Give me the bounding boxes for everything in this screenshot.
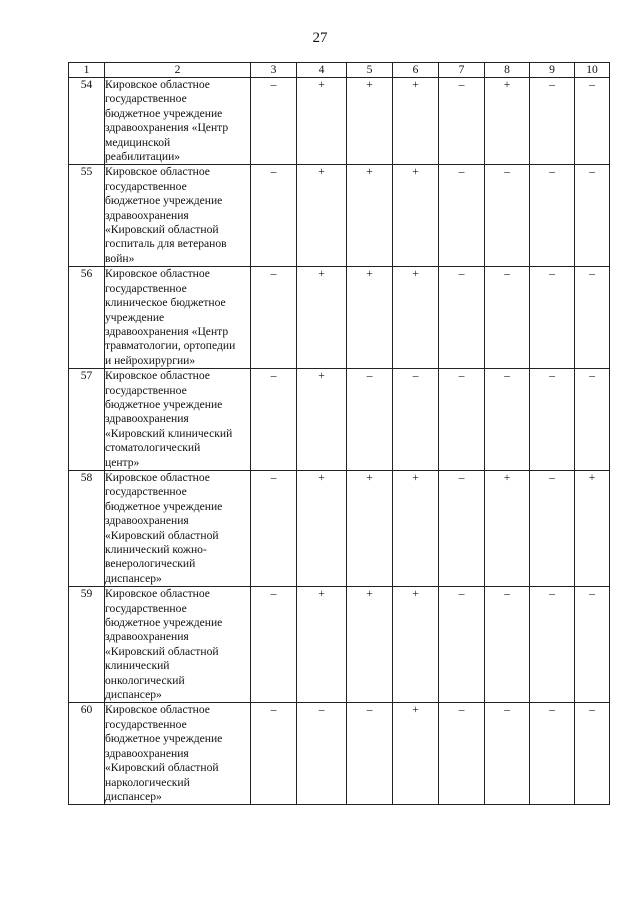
column-header: 3 (251, 63, 297, 78)
organization-name-line: «Кировский клинический (105, 426, 233, 440)
organization-name (105, 703, 251, 805)
mark-cell: – (251, 703, 297, 805)
mark-cell: – (439, 78, 485, 165)
mark-cell: – (439, 165, 485, 267)
mark-cell: + (393, 703, 439, 805)
mark-cell: – (251, 78, 297, 165)
organization-name-line: «Кировский областной (105, 528, 219, 542)
organization-name-line: медицинской (105, 135, 171, 149)
column-header: 4 (297, 63, 347, 78)
organization-name-line: диспансер» (105, 571, 162, 585)
table-row (69, 703, 610, 805)
table-row (69, 470, 610, 586)
organization-name-line: государственное (105, 179, 187, 193)
mark-cell: – (575, 587, 610, 703)
mark-cell: – (347, 369, 393, 471)
organization-name-line: наркологический (105, 775, 190, 789)
mark-cell: + (393, 165, 439, 267)
table-body (69, 78, 610, 805)
organization-name (105, 470, 251, 586)
organization-name-line: «Кировский областной (105, 761, 219, 775)
mark-cell: – (530, 369, 575, 471)
mark-cell: – (530, 267, 575, 369)
mark-cell: + (393, 470, 439, 586)
mark-cell: – (530, 703, 575, 805)
row-number: 55 (69, 165, 105, 267)
column-header: 5 (347, 63, 393, 78)
organization-name-line: здравоохранения (105, 746, 189, 760)
mark-cell: + (297, 78, 347, 165)
organization-name-line: центр» (105, 455, 140, 469)
column-header: 8 (485, 63, 530, 78)
mark-cell: + (347, 470, 393, 586)
mark-cell: – (530, 165, 575, 267)
mark-cell: – (485, 165, 530, 267)
organization-name (105, 369, 251, 471)
organization-name-line: клинический (105, 659, 170, 673)
mark-cell: + (347, 267, 393, 369)
mark-cell: – (439, 267, 485, 369)
organization-name-line: бюджетное учреждение (105, 106, 223, 120)
organization-name-line: «Кировский областной (105, 223, 219, 237)
table-row (69, 78, 610, 165)
mark-cell: – (575, 369, 610, 471)
header-row (69, 63, 610, 78)
organization-name-line: Кировское областное (105, 587, 210, 601)
mark-cell: – (251, 587, 297, 703)
mark-cell: + (393, 267, 439, 369)
mark-cell: – (530, 78, 575, 165)
organization-name-line: здравоохранения (105, 208, 189, 222)
mark-cell: – (251, 369, 297, 471)
organization-name-line: здравоохранения (105, 412, 189, 426)
organization-name-line: здравоохранения (105, 630, 189, 644)
organization-name-line: диспансер» (105, 789, 162, 803)
organization-name-line: государственное (105, 92, 187, 106)
organization-name-line: государственное (105, 601, 187, 615)
organization-name-line: бюджетное учреждение (105, 732, 223, 746)
table-row (69, 267, 610, 369)
column-header: 7 (439, 63, 485, 78)
organization-name-line: бюджетное учреждение (105, 194, 223, 208)
mark-cell: + (297, 369, 347, 471)
column-header: 2 (105, 63, 251, 78)
organization-name-line: войн» (105, 251, 135, 265)
column-header: 1 (69, 63, 105, 78)
mark-cell: + (575, 470, 610, 586)
mark-cell: – (530, 470, 575, 586)
organization-name-line: Кировское областное (105, 267, 210, 281)
mark-cell: – (297, 703, 347, 805)
mark-cell: – (251, 470, 297, 586)
organization-name-line: венерологический (105, 557, 196, 571)
organization-name-line: Кировское областное (105, 165, 210, 179)
mark-cell: + (485, 78, 530, 165)
organization-name-line: Кировское областное (105, 470, 210, 484)
organization-name-line: «Кировский областной (105, 644, 219, 658)
organization-name (105, 78, 251, 165)
mark-cell: – (485, 703, 530, 805)
row-number: 59 (69, 587, 105, 703)
row-number: 60 (69, 703, 105, 805)
organization-name (105, 587, 251, 703)
organization-name-line: стоматологический (105, 441, 201, 455)
organization-name-line: и нейрохирургии» (105, 353, 196, 367)
organization-name-line: учреждение (105, 310, 165, 324)
organization-name-line: бюджетное учреждение (105, 397, 223, 411)
page-number: 27 (312, 30, 328, 46)
mark-cell: + (297, 470, 347, 586)
column-header: 9 (530, 63, 575, 78)
organization-name-line: бюджетное учреждение (105, 616, 223, 630)
mark-cell: – (575, 703, 610, 805)
mark-cell: + (347, 78, 393, 165)
row-number: 58 (69, 470, 105, 586)
mark-cell: – (575, 165, 610, 267)
mark-cell: + (347, 587, 393, 703)
mark-cell: – (439, 369, 485, 471)
mark-cell: + (485, 470, 530, 586)
organizations-table (68, 62, 610, 805)
mark-cell: – (485, 587, 530, 703)
organization-name-line: диспансер» (105, 688, 162, 702)
organization-name-line: государственное (105, 485, 187, 499)
mark-cell: + (297, 267, 347, 369)
mark-cell: + (347, 165, 393, 267)
organization-name-line: государственное (105, 383, 187, 397)
mark-cell: – (439, 470, 485, 586)
organization-name-line: клиническое бюджетное (105, 296, 226, 310)
organization-name-line: Кировское областное (105, 369, 210, 383)
mark-cell: + (393, 587, 439, 703)
organization-name (105, 267, 251, 369)
table-row (69, 587, 610, 703)
mark-cell: – (575, 267, 610, 369)
organization-name-line: государственное (105, 717, 187, 731)
row-number: 56 (69, 267, 105, 369)
organization-name-line: Кировское областное (105, 703, 210, 717)
organization-name-line: государственное (105, 281, 187, 295)
column-header: 6 (393, 63, 439, 78)
row-number: 54 (69, 78, 105, 165)
table-row (69, 165, 610, 267)
mark-cell: – (485, 369, 530, 471)
mark-cell: – (251, 165, 297, 267)
row-number: 57 (69, 369, 105, 471)
organization-name-line: реабилитации» (105, 150, 181, 164)
organization-name-line: здравоохранения «Центр (105, 121, 229, 135)
mark-cell: – (439, 587, 485, 703)
mark-cell: – (530, 587, 575, 703)
column-header: 10 (575, 63, 610, 78)
mark-cell: + (297, 587, 347, 703)
organization-name-line: здравоохранения «Центр (105, 324, 229, 338)
mark-cell: + (297, 165, 347, 267)
table-row (69, 369, 610, 471)
mark-cell: – (439, 703, 485, 805)
mark-cell: – (393, 369, 439, 471)
mark-cell: – (485, 267, 530, 369)
organization-name-line: здравоохранения (105, 514, 189, 528)
organization-name-line: бюджетное учреждение (105, 499, 223, 513)
mark-cell: – (575, 78, 610, 165)
organization-name-line: Кировское областное (105, 78, 210, 91)
organization-name-line: онкологический (105, 673, 185, 687)
organization-name-line: клинический кожно- (105, 543, 207, 556)
mark-cell: – (347, 703, 393, 805)
mark-cell: + (393, 78, 439, 165)
mark-cell: – (251, 267, 297, 369)
organization-name-line: травматологии, ортопедии (105, 339, 236, 353)
organization-name-line: госпиталь для ветеранов (105, 237, 227, 251)
organization-name (105, 165, 251, 267)
